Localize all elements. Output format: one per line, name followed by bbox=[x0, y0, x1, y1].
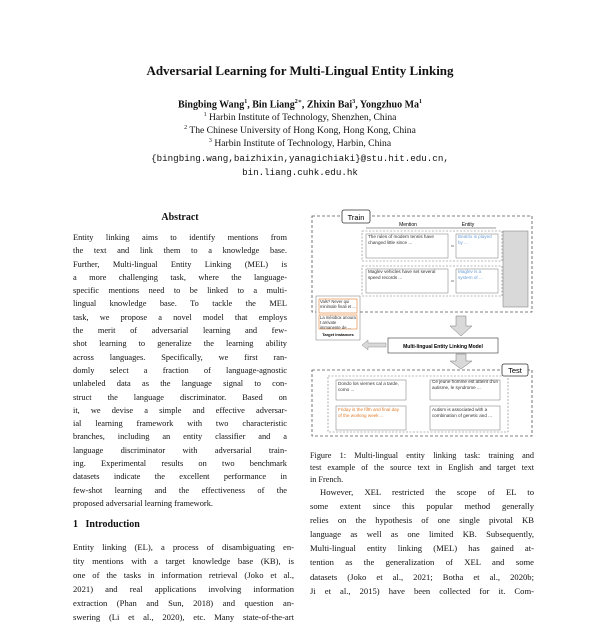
down-arrow bbox=[450, 316, 472, 336]
train-label: Train bbox=[347, 213, 365, 222]
text-line: swering (Li et al., 2020), etc. Many state-of-the-art bbox=[73, 612, 294, 623]
text-line: test example of the source text in English and target text bbox=[310, 463, 534, 473]
author-name: Zhixin Bai bbox=[306, 99, 353, 111]
affiliation-text: The Chinese University of Hong Kong, Hong Kong, China bbox=[189, 125, 416, 137]
text-line: specific mentions need to be linked to a multi- bbox=[73, 286, 287, 296]
text-line: branches, including an entity classifier and a bbox=[73, 432, 287, 442]
affiliation-text: Harbin Institute of Technology, Harbin, China bbox=[214, 138, 392, 150]
entity-column-label: Entity bbox=[461, 222, 475, 228]
text-line: ial learning framework with two characteristic bbox=[73, 419, 287, 429]
abstract-body bbox=[73, 231, 287, 510]
target-instances-label: Target Instances bbox=[322, 332, 354, 337]
text-line: However, XEL restricted the scope of EL to bbox=[320, 487, 534, 497]
text-line: 2021) and real applications involving information bbox=[73, 584, 294, 595]
text-line: Entity linking aims to identify mentions from bbox=[73, 233, 287, 242]
text-line: struct the language discriminator. Based on bbox=[73, 392, 287, 402]
affiliation bbox=[0, 125, 600, 136]
author-mark: 2∗ bbox=[294, 99, 302, 105]
text-line: unlabeled data as the language signal to con- bbox=[73, 379, 287, 389]
text-line: one of the tasks in information retrieval (Joko et al., bbox=[73, 570, 294, 581]
text-line: extraction (Phan and Sun, 2018) and question an- bbox=[73, 598, 294, 609]
text-line: Multi-lingual entity linking (MEL) has gained at- bbox=[310, 543, 534, 554]
author-list bbox=[0, 98, 600, 110]
text-line: task, we propose a novel model that employs bbox=[73, 312, 287, 322]
affiliation bbox=[0, 112, 600, 123]
text-line: language discriminator with adversarial train- bbox=[73, 445, 287, 455]
test-entity-text: Autism is associated with a combination of genetic and ... bbox=[432, 407, 493, 418]
text-line: across languages. Specifically, we first ran- bbox=[73, 352, 287, 362]
section-number: 1 bbox=[73, 519, 78, 530]
down-arrow bbox=[450, 354, 472, 369]
test-label: Test bbox=[508, 366, 522, 375]
text-line: Entity linking (EL), a process of disambiguating en- bbox=[73, 542, 294, 552]
test-entity-text: Ce jeune homme est atteint d'un autisme, le syndrome ... bbox=[432, 379, 498, 390]
right-column-body bbox=[310, 485, 534, 598]
affiliation-mark: 2 bbox=[184, 125, 188, 131]
affiliation-mark: 1 bbox=[203, 112, 207, 118]
text-line: it, we devise a simple and effective adversar- bbox=[73, 405, 287, 415]
text-line: lingual knowledge base. To tackle the MEL bbox=[73, 299, 287, 309]
text-line: Further, Multi-lingual Entity Linking (MEL) is bbox=[73, 259, 287, 269]
train-mention-text: Maglev vehicles have set several speed records ... bbox=[368, 269, 436, 280]
author-mark: 1 bbox=[244, 99, 248, 105]
text-line: few-shot learning and the effectiveness of the bbox=[73, 485, 287, 495]
text-line: language as well as one limited KB. Subsequently, bbox=[310, 529, 534, 540]
mention-column-label: Mention bbox=[399, 222, 417, 228]
text-line: domly select a fraction of language-agnostic bbox=[73, 365, 287, 375]
affiliation bbox=[0, 138, 600, 149]
text-line: relies on the hypothesis of one single pivotal KB bbox=[310, 515, 534, 526]
text-line: the text and link them to a knowledge base. bbox=[73, 246, 287, 256]
test-mention-text: Dondo los viernes cal a tarde, como ... bbox=[338, 381, 399, 392]
author-name: Bingbing Wang bbox=[177, 99, 245, 111]
text-line: tity mentions with a target knowledge base (KB), is bbox=[73, 556, 294, 567]
text-line: a more challenging task, where the language- bbox=[73, 272, 287, 282]
text-line: Figure 1: Multi-lingual entity linking task: training and bbox=[310, 451, 534, 460]
text-line: datasets (Joko et al., 2021; Botha et al., 2020b; bbox=[310, 571, 534, 582]
target-instance-text: La méiobox anoura t arrivate immanente de ... bbox=[320, 315, 356, 330]
text-line: tention as the generalization of XEL and some bbox=[310, 557, 534, 568]
affiliation-text: Harbin Institute of Technology, Shenzhen, China bbox=[208, 112, 397, 124]
text-line: ing. Experimental results on two benchmark bbox=[73, 459, 287, 469]
text-line: Ji et al., 2015) have been collected for it. Com- bbox=[310, 585, 534, 596]
text-line: the merit of adversarial learning and few- bbox=[73, 326, 287, 336]
target-instance-text: Vals? Never qui minimale finali et ... bbox=[320, 299, 356, 309]
author-name: Yongzhuo Ma bbox=[359, 99, 420, 111]
figure-caption bbox=[310, 450, 534, 487]
affiliation-mark: 3 bbox=[208, 138, 212, 144]
text-line: some extent since this popular method generally bbox=[310, 501, 534, 512]
author-separator: , bbox=[247, 99, 253, 111]
author-separator: , bbox=[301, 99, 307, 111]
abstract-heading: Abstract bbox=[161, 212, 199, 223]
email-line: {bingbing.wang,baizhixin,yanagichiaki}@stu.hit.edu.cn, bbox=[151, 153, 449, 164]
text-line: proposed adversarial learning framework. bbox=[73, 498, 213, 508]
train-entity-text: Maglev is a system of ... bbox=[458, 269, 483, 280]
author-separator: , bbox=[355, 99, 360, 111]
train-mention-text: The rules of modern tennis have changed little since ... bbox=[368, 234, 434, 245]
text-line: shot learning to generalize the learning ability bbox=[73, 339, 287, 349]
side-panel bbox=[503, 231, 528, 307]
side-arrow bbox=[362, 340, 386, 350]
model-label: Multi-lingual Entity Linking Model bbox=[403, 344, 483, 350]
test-mention-text: Friday is the fifth and final day of the working week ... bbox=[338, 407, 400, 418]
text-line: datasets indicate the excellent performance in bbox=[73, 472, 287, 482]
text-line: in French. bbox=[310, 475, 344, 485]
paper-title: Adversarial Learning for Multi-Lingual Entity Linking bbox=[146, 63, 454, 78]
section-heading bbox=[73, 519, 140, 530]
email-line: bin.liang.cuhk.edu.hk bbox=[242, 167, 358, 178]
author-mark: 3 bbox=[352, 99, 356, 105]
author-mark: 1 bbox=[419, 99, 423, 105]
train-entity-text: Beatrix is played by ... bbox=[458, 234, 492, 245]
section-title: Introduction bbox=[85, 519, 140, 530]
intro-body bbox=[73, 540, 294, 625]
author-name: Bin Liang bbox=[252, 99, 295, 111]
